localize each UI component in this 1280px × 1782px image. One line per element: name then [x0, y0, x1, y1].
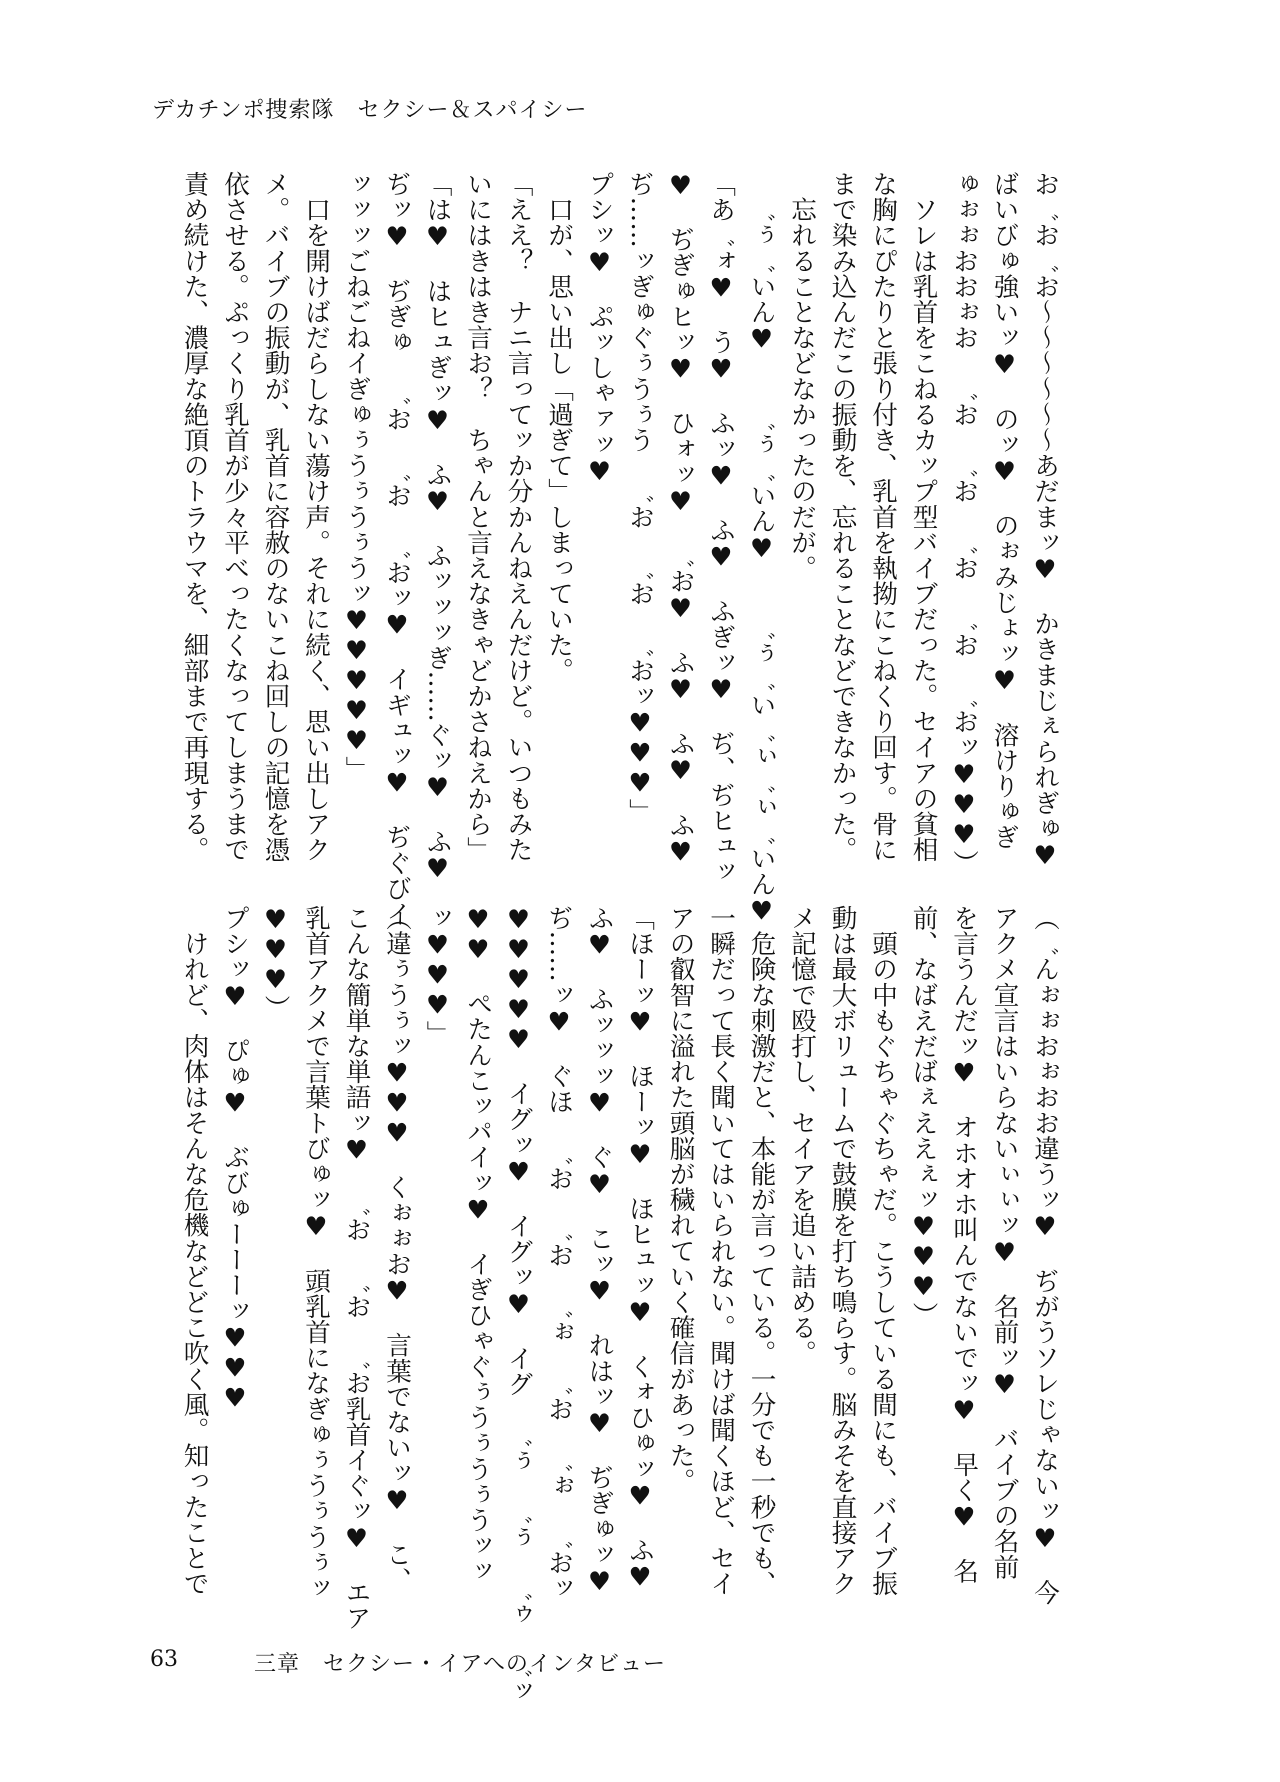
text-column: 一瞬だって長く聞いてはいられない。聞けば聞くほど、セイ — [706, 905, 736, 1597]
text-column: いにはきはき言お？ ちゃんと言えなきゃどかさねえから」 — [463, 171, 493, 863]
text-column: （゛んぉぉおぉおお違うッ♥ ぢがうソレじゃないッ♥ 今 — [1030, 905, 1060, 1605]
text-column: 危険な刺激だと、本能が言っている。一分でも一秒でも、 — [746, 905, 777, 1597]
text-column: ゛ぅ゛いん♥ ゛ぅ゛いん♥ ゛ぅ゛い゛ぃ゛ぃ゛いん♥ — [746, 171, 777, 927]
text-column: ッ♥♥♥」 — [422, 905, 453, 1047]
text-column: ♥♥ ぺたんこッパイッ♥ イぎひゃぐぅうぅうぅうッッ — [463, 905, 493, 1584]
text-column: ふ♥ ふッッッ♥ ぐ♥ こッ♥ れはッ♥ ぢぎゅッ♥ — [584, 905, 615, 1597]
text-column: ぢッ♥ ぢぎゅ ゛お ゛お ゛おッ♥ イギュッ♥ ぢぐびイ — [382, 171, 412, 927]
text-column: 口を開けばだらしない蕩け声。それに続く、思い出しアク — [301, 171, 331, 863]
text-column: ♥ ぢぎゅヒッ♥ ひォッ♥ ゛お♥ ふ♥ ふ♥ ふ♥ — [665, 171, 696, 868]
chapter-title: 三章 セクシー・イアへのインタビュー — [254, 1652, 667, 1677]
upper-text-block — [174, 171, 1065, 927]
text-column: ッッッごねごねイぎゅぅうぅうぅうッ♥♥♥♥♥」 — [341, 171, 372, 782]
text-column: まで染み込んだこの振動を、忘れることなどできなかった。 — [827, 171, 858, 863]
text-column: メ記憶で殴打し、セイアを追い詰める。 — [787, 905, 817, 1366]
page-number: 63 — [150, 1647, 178, 1672]
text-column: 前、なばえだばぇええぇッ♥♥♥） — [908, 905, 939, 1328]
text-column: ぢ……ッ♥ ぐほ ゛お ゛お ゛ぉ ゛お ゛ぉ ゛おッ — [544, 905, 574, 1601]
text-column: お゛お゛お～～～～～～あだまッ♥ かきまじぇられぎゅ♥ — [1030, 171, 1060, 871]
text-column: 乳首アクメで言葉トびゅッ♥ 頭乳首になぎゅぅうぅうぅッ — [301, 905, 331, 1601]
text-column: けれど、肉体はそんな危機などどこ吹く風。知ったことで — [179, 905, 210, 1597]
text-column: ばいびゅ強いッ♥ のッ♥ のぉみじょッ♥ 溶けりゅぎ — [989, 171, 1020, 850]
text-column: 「あ゛ォ♥ う♥ ふッ♥ ふ♥ ふぎッ♥ ぢ、ぢヒュッ — [706, 171, 736, 885]
text-column: を言うんだッ♥ オホオホ叫んでないでッ♥ 早く♥ 名 — [949, 905, 979, 1584]
text-column: 「は♥ はヒュぎッ♥ ふ♥ ふッッッぎ……ぐッ♥ ふ♥ — [422, 171, 453, 885]
text-column: メ。バイブの振動が、乳首に容赦のないこね回しの記憶を憑 — [260, 171, 291, 863]
text-column: アの叡智に溢れた頭脳が穢れていく確信があった。 — [665, 905, 696, 1494]
text-column: 「ほーッ♥ ほーッ♥ ほヒュッ♥ くォひゅッ♥ ふ♥ — [625, 905, 655, 1593]
text-column: （違ぅうぅッ♥♥♥ くぉぉお♥ 言葉でないッ♥ こ、 — [382, 905, 412, 1593]
text-column: ゅぉぉおおぉお ゛お ゛お ゛お ゛お ゛おッ♥♥♥） — [949, 171, 979, 876]
text-column: プシッ♥ ぷッしゃァッ♥ — [584, 171, 615, 487]
text-column: 頭の中もぐちゃぐちゃだ。こうしている間にも、バイブ振 — [868, 905, 898, 1597]
text-column: ぢ……ッぎゅぐぅうぅう ゛お ゛お ゛おッ♥♥♥」 — [625, 171, 655, 825]
text-column: 責め続けた、濃厚な絶頂のトラウマを、細部まで再現する。 — [179, 171, 210, 863]
text-column: アクメ宣言はいらないぃぃッ♥ 名前ッ♥ バイブの名前 — [989, 905, 1020, 1580]
text-column: ♥♥♥♥♥ イグッ♥ イグッ♥ イグ ゛ぅ ゛ぅ ゛ゥ ゛ッ — [503, 905, 534, 1704]
text-column: 口が、思い出し「過ぎて」しまっていた。 — [544, 171, 574, 683]
text-column: プシッ♥ ぴゅ♥ ぶびゅーーーッ♥♥♥ — [220, 905, 250, 1414]
text-column: 忘れることなどなかったのだが。 — [787, 171, 817, 581]
text-column: 動は最大ボリュームで鼓膜を打ち鳴らす。脳みそを直接アク — [827, 905, 858, 1597]
text-column: な胸にぴたりと張り付き、乳首を執拗にこねくり回す。骨に — [868, 171, 898, 863]
text-column: ソレは乳首をこねるカップ型バイブだった。セイアの貧相 — [908, 171, 939, 863]
text-column: 依させる。ぷっくり乳首が少々平べったくなってしまうまで — [220, 171, 250, 863]
text-column: こんな簡単な単語ッ♥ ゛お ゛お ゛お乳首イぐッ♥ エア — [341, 905, 372, 1631]
text-column: 「ええ？ ナニ言ってッか分かんねえんだけど。いつもみた — [503, 171, 534, 863]
text-column: ♥♥♥） — [260, 905, 291, 1021]
running-head-title: デカチンポ捜索隊 セクシー＆スパイシー — [152, 98, 588, 123]
